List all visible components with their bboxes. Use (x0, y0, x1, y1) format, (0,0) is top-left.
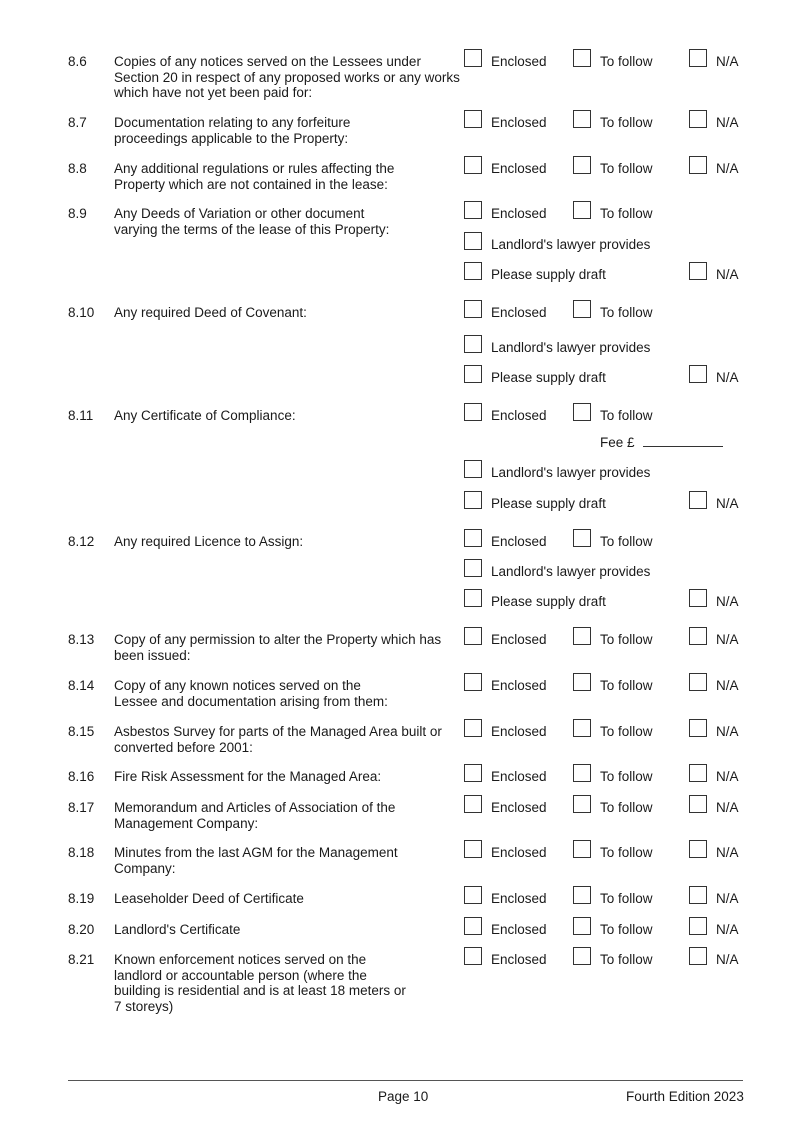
to-follow-checkbox[interactable] (573, 764, 591, 782)
na-checkbox[interactable] (689, 840, 707, 858)
item-number: 8.15 (68, 724, 95, 739)
na-checkbox[interactable] (689, 719, 707, 737)
to-follow-checkbox[interactable] (573, 110, 591, 128)
item-number: 8.9 (68, 206, 87, 221)
item-description: Fire Risk Assessment for the Managed Area: (114, 769, 382, 784)
to-follow-checkbox[interactable] (573, 840, 591, 858)
enclosed-checkbox[interactable] (464, 917, 482, 935)
item-description: Copy of any known notices served on the Lessee and documentation arising from them: (114, 678, 388, 709)
to-follow-checkbox[interactable] (573, 719, 591, 737)
enclosed-checkbox[interactable] (464, 947, 482, 965)
item-number: 8.14 (68, 678, 95, 693)
to-follow-checkbox[interactable] (573, 917, 591, 935)
item-description: Any Certificate of Compliance: (114, 408, 296, 423)
item-number: 8.12 (68, 534, 95, 549)
item-description: Memorandum and Articles of Association of the Management Company: (114, 800, 396, 831)
na-checkbox[interactable] (689, 947, 707, 965)
item-number: 8.19 (68, 891, 95, 906)
enclosed-checkbox[interactable] (464, 49, 482, 67)
draft-checkbox[interactable] (464, 491, 482, 509)
item-description: Any required Deed of Covenant: (114, 305, 307, 320)
na-checkbox[interactable] (689, 764, 707, 782)
enclosed-checkbox[interactable] (464, 300, 482, 318)
draft-checkbox[interactable] (464, 365, 482, 383)
na-checkbox[interactable] (689, 110, 707, 128)
fee-label: Fee £ (600, 435, 635, 450)
enclosed-checkbox[interactable] (464, 201, 482, 219)
item-number: 8.18 (68, 845, 95, 860)
item-number: 8.7 (68, 115, 87, 130)
item-description: Copies of any notices served on the Lessees under Section 20 in respect of any proposed works or any works which have not yet been paid for: (114, 54, 460, 100)
enclosed-checkbox[interactable] (464, 110, 482, 128)
landlord-lawyer-checkbox[interactable] (464, 460, 482, 478)
page-number: Page 10 (378, 1089, 429, 1104)
landlord-lawyer-checkbox[interactable] (464, 335, 482, 353)
item-number: 8.10 (68, 305, 95, 320)
to-follow-checkbox[interactable] (573, 156, 591, 174)
item-description: Documentation relating to any forfeiture proceedings applicable to the Property: (114, 115, 351, 146)
to-follow-checkbox[interactable] (573, 947, 591, 965)
enclosed-checkbox[interactable] (464, 795, 482, 813)
item-number: 8.6 (68, 54, 87, 69)
item-description: Known enforcement notices served on the landlord or accountable person (where the building is residential and is at least 18 meters or 7 storeys) (114, 952, 406, 1014)
na-checkbox[interactable] (689, 262, 707, 280)
to-follow-checkbox[interactable] (573, 403, 591, 421)
enclosed-checkbox[interactable] (464, 719, 482, 737)
enclosed-checkbox[interactable] (464, 403, 482, 421)
item-number: 8.8 (68, 161, 87, 176)
draft-checkbox[interactable] (464, 262, 482, 280)
item-number: 8.20 (68, 922, 95, 937)
item-number: 8.13 (68, 632, 95, 647)
item-description: Copy of any permission to alter the Property which has been issued: (114, 632, 442, 663)
landlord-lawyer-checkbox[interactable] (464, 559, 482, 577)
enclosed-checkbox[interactable] (464, 529, 482, 547)
to-follow-checkbox[interactable] (573, 201, 591, 219)
to-follow-checkbox[interactable] (573, 49, 591, 67)
item-number: 8.21 (68, 952, 95, 967)
enclosed-checkbox[interactable] (464, 627, 482, 645)
item-description: Asbestos Survey for parts of the Managed Area built or converted before 2001: (114, 724, 442, 755)
item-number: 8.17 (68, 800, 95, 815)
to-follow-checkbox[interactable] (573, 300, 591, 318)
edition-label: Fourth Edition 2023 (626, 1089, 744, 1104)
na-checkbox[interactable] (689, 491, 707, 509)
to-follow-checkbox[interactable] (573, 529, 591, 547)
enclosed-checkbox[interactable] (464, 840, 482, 858)
item-description: Leaseholder Deed of Certificate (114, 891, 304, 906)
to-follow-checkbox[interactable] (573, 795, 591, 813)
na-checkbox[interactable] (689, 886, 707, 904)
na-checkbox[interactable] (689, 49, 707, 67)
na-checkbox[interactable] (689, 673, 707, 691)
na-checkbox[interactable] (689, 795, 707, 813)
na-checkbox[interactable] (689, 627, 707, 645)
to-follow-checkbox[interactable] (573, 673, 591, 691)
to-follow-checkbox[interactable] (573, 886, 591, 904)
landlord-lawyer-checkbox[interactable] (464, 232, 482, 250)
na-checkbox[interactable] (689, 917, 707, 935)
item-description: Any required Licence to Assign: (114, 534, 304, 549)
item-description: Landlord's Certificate (114, 922, 241, 937)
item-number: 8.16 (68, 769, 95, 784)
fee-field[interactable] (600, 435, 723, 450)
item-description: Any Deeds of Variation or other document varying the terms of the lease of this Property: (114, 206, 390, 237)
enclosed-checkbox[interactable] (464, 673, 482, 691)
enclosed-checkbox[interactable] (464, 764, 482, 782)
na-checkbox[interactable] (689, 589, 707, 607)
enclosed-checkbox[interactable] (464, 156, 482, 174)
fee-input-line[interactable] (643, 435, 723, 447)
na-checkbox[interactable] (689, 156, 707, 174)
to-follow-checkbox[interactable] (573, 627, 591, 645)
item-description: Minutes from the last AGM for the Management Company: (114, 845, 398, 876)
footer-divider (68, 1080, 743, 1081)
item-number: 8.11 (68, 408, 94, 423)
item-description: Any additional regulations or rules affecting the Property which are not contained in the lease: (114, 161, 395, 192)
draft-checkbox[interactable] (464, 589, 482, 607)
na-checkbox[interactable] (689, 365, 707, 383)
enclosed-checkbox[interactable] (464, 886, 482, 904)
